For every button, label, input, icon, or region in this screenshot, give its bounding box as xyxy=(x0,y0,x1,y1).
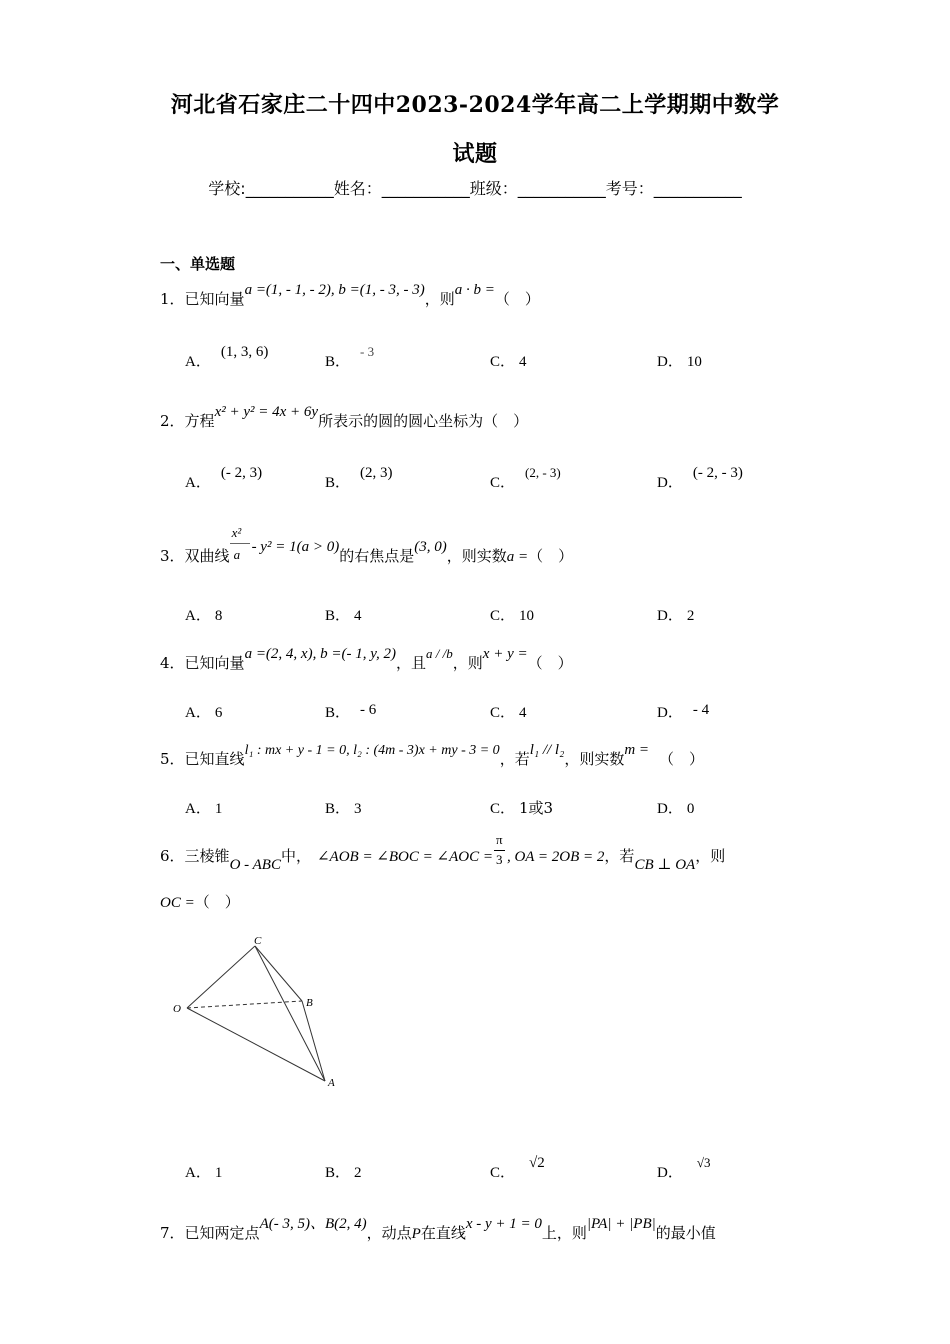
option-a[interactable]: A． 6 xyxy=(185,705,223,721)
question-number: 4． xyxy=(160,654,185,672)
option-c[interactable]: C．(2, - 3) xyxy=(490,465,561,491)
option-a[interactable]: A． 1 xyxy=(185,1165,223,1181)
question-number: 3． xyxy=(160,547,185,565)
option-d[interactable]: D．√3 xyxy=(657,1155,711,1181)
option-c[interactable]: C． 10 xyxy=(490,608,535,624)
label-o: O xyxy=(173,1003,181,1015)
option-b[interactable]: B． 4 xyxy=(325,608,362,624)
question-math: x² + y² = 4x + 6y xyxy=(214,404,319,420)
question-math: a =(2, 4, x), b =(- 1, y, 2) xyxy=(244,646,397,662)
option-d[interactable]: D． 2 xyxy=(657,608,695,624)
question-6: 6．三棱锥O - ABC中， ∠AOB = ∠BOC = ∠AOC = $\frac{\pi}{3}$ , OA = 2OB = 2，若CB ⊥ OA，则 xyxy=(160,832,726,873)
page-title-line1: 河北省石家庄二十四中2023-2024学年高二上学期期中数学 xyxy=(170,92,780,118)
question-4: 4．已知向量a =(2, 4, x), b =(- 1, y, 2)，且a / /b，则x + y =（ ） xyxy=(160,646,573,672)
question-math: O - ABC xyxy=(229,857,281,873)
question-number: 2． xyxy=(160,412,185,430)
question-number: 7． xyxy=(160,1224,185,1242)
edge-cb xyxy=(255,946,302,1001)
edge-oa xyxy=(187,1008,325,1081)
question-6-line2: OC =（ ） xyxy=(160,893,240,911)
label-c: C xyxy=(254,935,262,947)
edge-ca xyxy=(255,946,325,1081)
question-5: 5．已知直线l₁ : mx + y - 1 = 0, l₂ : (4m - 3)x + my - 3 = 0，若l₁ // l₂，则实数m = （ ） xyxy=(160,742,705,768)
option-d[interactable]: D． 0 xyxy=(657,801,695,817)
option-b[interactable]: B． - 6 xyxy=(325,702,377,721)
label-b: B xyxy=(306,997,313,1009)
question-math: - y² = 1(a > 0) xyxy=(251,539,340,555)
tetrahedron-figure xyxy=(160,928,360,1098)
question-3: 3．双曲线 $\frac{\text{x²}}{a}$ - y² = 1(a > 0)的右焦点是(3, 0)，则实数a =（ ） xyxy=(160,525,574,565)
option-a[interactable]: A．(- 2, 3) xyxy=(185,465,263,491)
section-heading: 一、单选题 xyxy=(160,255,236,273)
option-c[interactable]: C． 1或3 xyxy=(490,799,554,817)
option-c[interactable]: C．√2 xyxy=(490,1155,545,1181)
question-number: 1． xyxy=(160,290,185,308)
option-d[interactable]: D．(- 2, - 3) xyxy=(657,465,743,491)
edge-ba xyxy=(302,1001,325,1081)
edge-ob xyxy=(187,1001,302,1008)
question-math: l₁ : mx + y - 1 = 0, l₂ : (4m - 3)x + my - 3 = 0 xyxy=(244,743,500,758)
option-c[interactable]: C． 4 xyxy=(490,705,527,721)
option-b[interactable]: B． 3 xyxy=(325,801,362,817)
option-a[interactable]: A． 1 xyxy=(185,801,223,817)
fraction: $\frac{\pi}{3}$ xyxy=(493,849,507,865)
label-a: A xyxy=(328,1077,335,1089)
question-number: 6． xyxy=(160,847,185,865)
question-number: 5． xyxy=(160,750,185,768)
question-7: 7．已知两定点A(- 3, 5)、B(2, 4)，动点P在直线x - y + 1 = 0上，则|PA| + |PB|的最小值 xyxy=(160,1216,716,1242)
edge-oc xyxy=(187,946,255,1008)
option-b[interactable]: B．- 3 xyxy=(325,344,375,370)
option-a[interactable]: A． 8 xyxy=(185,608,223,624)
question-2: 2．方程x² + y² = 4x + 6y所表示的圆的圆心坐标为（ ） xyxy=(160,404,529,430)
option-d[interactable]: D． - 4 xyxy=(657,702,710,721)
option-b[interactable]: B．(2, 3) xyxy=(325,465,393,491)
question-1: 1．已知向量a =(1, - 1, - 2), b =(1, - 3, - 3)，则a · b =（ ） xyxy=(160,282,540,308)
option-a[interactable]: A．(1, 3, 6) xyxy=(185,344,269,370)
option-c[interactable]: C． 4 xyxy=(490,354,527,370)
fraction: $\frac{\text{x²}}{a}$ xyxy=(230,549,252,565)
question-math: a =(1, - 1, - 2), b =(1, - 3, - 3) xyxy=(244,282,425,298)
student-info-line: 学校:___________姓名：___________班级：___________考号：___________ xyxy=(208,179,742,198)
option-b[interactable]: B． 2 xyxy=(325,1165,362,1181)
question-math: A(- 3, 5)、B(2, 4) xyxy=(259,1216,367,1232)
option-d[interactable]: D． 10 xyxy=(657,354,702,370)
page-title-line2: 试题 xyxy=(452,141,498,167)
